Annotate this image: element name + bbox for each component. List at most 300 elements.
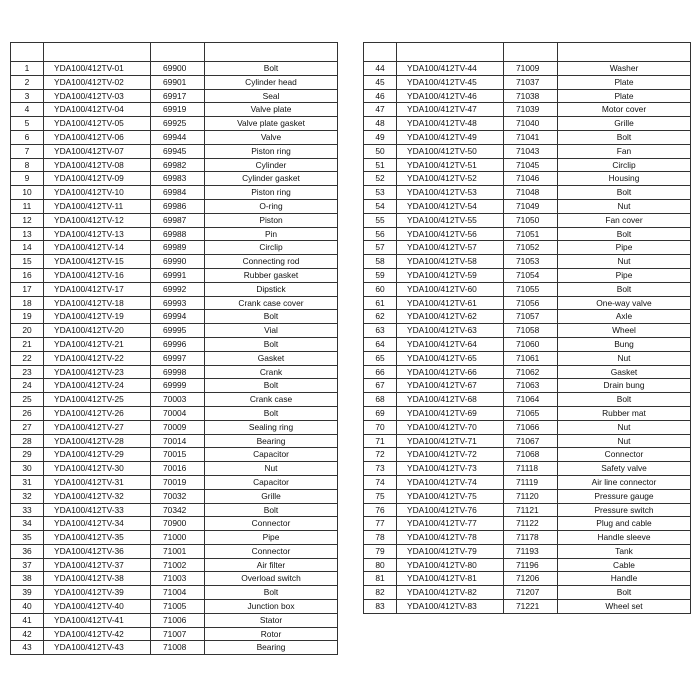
- part-code: 71118: [504, 462, 558, 476]
- part-code: 71178: [504, 531, 558, 545]
- model-number: YDA100/412TV-65: [397, 351, 504, 365]
- model-number: YDA100/412TV-71: [397, 434, 504, 448]
- part-name: Axle: [558, 310, 691, 324]
- item-number: 19: [11, 310, 44, 324]
- part-code: 69900: [151, 62, 205, 76]
- part-code: 70032: [151, 489, 205, 503]
- model-number: YDA100/412TV-57: [397, 241, 504, 255]
- model-number: YDA100/412TV-48: [397, 117, 504, 131]
- item-number: 38: [11, 572, 44, 586]
- part-code: 71057: [504, 310, 558, 324]
- table-row: [11, 641, 338, 655]
- model-number: YDA100/412TV-36: [44, 544, 151, 558]
- part-name: Gasket: [558, 365, 691, 379]
- part-name: Bung: [558, 337, 691, 351]
- part-code: 69919: [151, 103, 205, 117]
- item-number: 41: [11, 613, 44, 627]
- part-code: 71066: [504, 420, 558, 434]
- model-number: YDA100/412TV-46: [397, 89, 504, 103]
- table-row: [11, 462, 338, 476]
- table-row: [11, 213, 338, 227]
- table-row: [11, 393, 338, 407]
- item-number: 12: [11, 213, 44, 227]
- part-code: 69987: [151, 213, 205, 227]
- part-name: Valve plate gasket: [205, 117, 338, 131]
- part-name: Pressure gauge: [558, 489, 691, 503]
- item-number: 33: [11, 503, 44, 517]
- table-row: [364, 268, 691, 282]
- part-code: 70014: [151, 434, 205, 448]
- part-name: Bolt: [205, 310, 338, 324]
- item-number: 37: [11, 558, 44, 572]
- part-code: 69988: [151, 227, 205, 241]
- part-name: Circlip: [205, 241, 338, 255]
- item-number: 42: [11, 627, 44, 641]
- part-code: 71007: [151, 627, 205, 641]
- model-number: YDA100/412TV-01: [44, 62, 151, 76]
- item-number: 43: [11, 641, 44, 655]
- table-row: [364, 282, 691, 296]
- model-number: YDA100/412TV-04: [44, 103, 151, 117]
- table-row: [364, 572, 691, 586]
- model-number: YDA100/412TV-17: [44, 282, 151, 296]
- table-row: [364, 475, 691, 489]
- item-number: 77: [364, 517, 397, 531]
- model-number: YDA100/412TV-31: [44, 475, 151, 489]
- part-code: 71068: [504, 448, 558, 462]
- model-number: YDA100/412TV-06: [44, 130, 151, 144]
- part-name: Tank: [558, 544, 691, 558]
- part-code: 69989: [151, 241, 205, 255]
- part-name: Crank case: [205, 393, 338, 407]
- table-row: [11, 62, 338, 76]
- model-number: YDA100/412TV-20: [44, 324, 151, 338]
- part-code: 70004: [151, 406, 205, 420]
- part-code: 71193: [504, 544, 558, 558]
- item-number: 80: [364, 558, 397, 572]
- part-name: Pipe: [558, 268, 691, 282]
- part-name: Connector: [205, 544, 338, 558]
- part-code: 69901: [151, 75, 205, 89]
- part-code: 69997: [151, 351, 205, 365]
- part-name: Circlip: [558, 158, 691, 172]
- part-name: Cable: [558, 558, 691, 572]
- part-name: Grille: [558, 117, 691, 131]
- part-code: 69999: [151, 379, 205, 393]
- part-name: Overload switch: [205, 572, 338, 586]
- item-number: 52: [364, 172, 397, 186]
- item-number: 63: [364, 324, 397, 338]
- item-number: 27: [11, 420, 44, 434]
- part-name: Connecting rod: [205, 255, 338, 269]
- part-name: Bolt: [205, 379, 338, 393]
- table-row: [364, 462, 691, 476]
- item-number: 34: [11, 517, 44, 531]
- item-number: 76: [364, 503, 397, 517]
- part-code: 71122: [504, 517, 558, 531]
- part-name: Rubber gasket: [205, 268, 338, 282]
- table-row: [364, 434, 691, 448]
- table-row: [364, 489, 691, 503]
- model-number: YDA100/412TV-19: [44, 310, 151, 324]
- item-number: 56: [364, 227, 397, 241]
- model-number: YDA100/412TV-78: [397, 531, 504, 545]
- part-code: 69995: [151, 324, 205, 338]
- model-number: YDA100/412TV-58: [397, 255, 504, 269]
- part-code: 69984: [151, 186, 205, 200]
- parts-table-left: [10, 42, 338, 655]
- part-name: Sealing ring: [205, 420, 338, 434]
- part-code: 71196: [504, 558, 558, 572]
- header-cell: [11, 43, 44, 62]
- part-name: Cylinder: [205, 158, 338, 172]
- item-number: 74: [364, 475, 397, 489]
- item-number: 5: [11, 117, 44, 131]
- part-code: 71062: [504, 365, 558, 379]
- part-code: 69993: [151, 296, 205, 310]
- model-number: YDA100/412TV-32: [44, 489, 151, 503]
- model-number: YDA100/412TV-77: [397, 517, 504, 531]
- part-name: Bolt: [558, 130, 691, 144]
- model-number: YDA100/412TV-29: [44, 448, 151, 462]
- model-number: YDA100/412TV-05: [44, 117, 151, 131]
- table-row: [11, 572, 338, 586]
- part-code: 69917: [151, 89, 205, 103]
- part-name: Bearing: [205, 641, 338, 655]
- table-row: [11, 351, 338, 365]
- model-number: YDA100/412TV-22: [44, 351, 151, 365]
- part-name: Bolt: [205, 406, 338, 420]
- item-number: 2: [11, 75, 44, 89]
- model-number: YDA100/412TV-44: [397, 62, 504, 76]
- part-name: Wheel set: [558, 600, 691, 614]
- table-row: [364, 186, 691, 200]
- table-row: [364, 324, 691, 338]
- part-code: 71005: [151, 600, 205, 614]
- part-code: 71064: [504, 393, 558, 407]
- part-name: Pipe: [205, 531, 338, 545]
- part-code: 71043: [504, 144, 558, 158]
- part-name: Pipe: [558, 241, 691, 255]
- model-number: YDA100/412TV-53: [397, 186, 504, 200]
- part-name: Valve: [205, 130, 338, 144]
- item-number: 28: [11, 434, 44, 448]
- table-row: [364, 144, 691, 158]
- part-code: 71049: [504, 199, 558, 213]
- item-number: 46: [364, 89, 397, 103]
- item-number: 6: [11, 130, 44, 144]
- model-number: YDA100/412TV-10: [44, 186, 151, 200]
- table-row: [11, 544, 338, 558]
- part-code: 71006: [151, 613, 205, 627]
- table-row: [11, 586, 338, 600]
- table-row: [11, 89, 338, 103]
- part-code: 70009: [151, 420, 205, 434]
- part-code: 71045: [504, 158, 558, 172]
- table-row: [11, 227, 338, 241]
- part-name: Air filter: [205, 558, 338, 572]
- part-code: 69994: [151, 310, 205, 324]
- part-name: Nut: [558, 420, 691, 434]
- item-number: 60: [364, 282, 397, 296]
- item-number: 48: [364, 117, 397, 131]
- header-cell: [205, 43, 338, 62]
- part-code: 69992: [151, 282, 205, 296]
- part-code: 70342: [151, 503, 205, 517]
- part-code: 70003: [151, 393, 205, 407]
- part-code: 71065: [504, 406, 558, 420]
- part-code: 71051: [504, 227, 558, 241]
- item-number: 47: [364, 103, 397, 117]
- item-number: 17: [11, 282, 44, 296]
- table-row: [364, 227, 691, 241]
- model-number: YDA100/412TV-26: [44, 406, 151, 420]
- table-row: [11, 199, 338, 213]
- item-number: 24: [11, 379, 44, 393]
- item-number: 64: [364, 337, 397, 351]
- part-code: 71041: [504, 130, 558, 144]
- model-number: YDA100/412TV-52: [397, 172, 504, 186]
- table-row: [11, 144, 338, 158]
- item-number: 72: [364, 448, 397, 462]
- part-name: Crank case cover: [205, 296, 338, 310]
- model-number: YDA100/412TV-39: [44, 586, 151, 600]
- part-name: One-way valve: [558, 296, 691, 310]
- part-name: Bearing: [205, 434, 338, 448]
- table-row: [11, 434, 338, 448]
- model-number: YDA100/412TV-69: [397, 406, 504, 420]
- part-name: Plate: [558, 75, 691, 89]
- table-row: [11, 406, 338, 420]
- item-number: 71: [364, 434, 397, 448]
- part-name: Grille: [205, 489, 338, 503]
- part-code: 71053: [504, 255, 558, 269]
- item-number: 62: [364, 310, 397, 324]
- model-number: YDA100/412TV-27: [44, 420, 151, 434]
- part-code: 71003: [151, 572, 205, 586]
- item-number: 14: [11, 241, 44, 255]
- item-number: 69: [364, 406, 397, 420]
- part-code: 71052: [504, 241, 558, 255]
- part-name: Capacitor: [205, 448, 338, 462]
- table-header-row: [11, 43, 338, 62]
- item-number: 23: [11, 365, 44, 379]
- table-row: [364, 337, 691, 351]
- item-number: 73: [364, 462, 397, 476]
- model-number: YDA100/412TV-40: [44, 600, 151, 614]
- table-row: [364, 448, 691, 462]
- table-row: [364, 379, 691, 393]
- table-row: [364, 531, 691, 545]
- part-name: Plate: [558, 89, 691, 103]
- part-name: Piston ring: [205, 144, 338, 158]
- table-row: [11, 282, 338, 296]
- table-row: [364, 62, 691, 76]
- part-name: Bolt: [205, 337, 338, 351]
- part-code: 71221: [504, 600, 558, 614]
- part-code: 71060: [504, 337, 558, 351]
- item-number: 68: [364, 393, 397, 407]
- part-code: 71121: [504, 503, 558, 517]
- table-row: [11, 503, 338, 517]
- part-code: 71040: [504, 117, 558, 131]
- model-number: YDA100/412TV-76: [397, 503, 504, 517]
- model-number: YDA100/412TV-63: [397, 324, 504, 338]
- item-number: 20: [11, 324, 44, 338]
- part-code: 71061: [504, 351, 558, 365]
- part-name: Bolt: [205, 586, 338, 600]
- part-code: 69998: [151, 365, 205, 379]
- item-number: 49: [364, 130, 397, 144]
- item-number: 81: [364, 572, 397, 586]
- model-number: YDA100/412TV-83: [397, 600, 504, 614]
- model-number: YDA100/412TV-13: [44, 227, 151, 241]
- model-number: YDA100/412TV-43: [44, 641, 151, 655]
- part-code: 71119: [504, 475, 558, 489]
- part-name: Washer: [558, 62, 691, 76]
- part-name: Vial: [205, 324, 338, 338]
- table-row: [364, 117, 691, 131]
- parts-table-right-body: [364, 43, 691, 614]
- item-number: 57: [364, 241, 397, 255]
- model-number: YDA100/412TV-14: [44, 241, 151, 255]
- item-number: 50: [364, 144, 397, 158]
- part-name: Motor cover: [558, 103, 691, 117]
- table-row: [364, 544, 691, 558]
- table-row: [11, 379, 338, 393]
- item-number: 30: [11, 462, 44, 476]
- item-number: 75: [364, 489, 397, 503]
- item-number: 36: [11, 544, 44, 558]
- table-row: [364, 393, 691, 407]
- model-number: YDA100/412TV-54: [397, 199, 504, 213]
- table-row: [11, 268, 338, 282]
- part-name: Connector: [205, 517, 338, 531]
- model-number: YDA100/412TV-41: [44, 613, 151, 627]
- table-row: [11, 75, 338, 89]
- item-number: 11: [11, 199, 44, 213]
- table-row: [11, 448, 338, 462]
- part-name: Crank: [205, 365, 338, 379]
- item-number: 66: [364, 365, 397, 379]
- part-code: 71055: [504, 282, 558, 296]
- model-number: YDA100/412TV-30: [44, 462, 151, 476]
- part-code: 69996: [151, 337, 205, 351]
- part-name: Capacitor: [205, 475, 338, 489]
- table-row: [364, 558, 691, 572]
- table-row: [364, 365, 691, 379]
- part-name: Drain bung: [558, 379, 691, 393]
- header-cell: [504, 43, 558, 62]
- item-number: 65: [364, 351, 397, 365]
- part-name: Housing: [558, 172, 691, 186]
- model-number: YDA100/412TV-51: [397, 158, 504, 172]
- model-number: YDA100/412TV-61: [397, 296, 504, 310]
- table-header-row: [364, 43, 691, 62]
- item-number: 16: [11, 268, 44, 282]
- part-code: 70900: [151, 517, 205, 531]
- part-code: 69991: [151, 268, 205, 282]
- part-code: 71008: [151, 641, 205, 655]
- model-number: YDA100/412TV-47: [397, 103, 504, 117]
- table-row: [11, 337, 338, 351]
- item-number: 53: [364, 186, 397, 200]
- part-name: Bolt: [558, 393, 691, 407]
- part-code: 70015: [151, 448, 205, 462]
- part-code: 69982: [151, 158, 205, 172]
- model-number: YDA100/412TV-68: [397, 393, 504, 407]
- table-row: [364, 351, 691, 365]
- model-number: YDA100/412TV-02: [44, 75, 151, 89]
- model-number: YDA100/412TV-33: [44, 503, 151, 517]
- item-number: 3: [11, 89, 44, 103]
- model-number: YDA100/412TV-70: [397, 420, 504, 434]
- part-name: Pressure switch: [558, 503, 691, 517]
- part-name: Dipstick: [205, 282, 338, 296]
- part-code: 71054: [504, 268, 558, 282]
- item-number: 58: [364, 255, 397, 269]
- model-number: YDA100/412TV-59: [397, 268, 504, 282]
- table-row: [364, 255, 691, 269]
- header-cell: [397, 43, 504, 62]
- table-row: [364, 89, 691, 103]
- header-cell: [44, 43, 151, 62]
- header-cell: [151, 43, 205, 62]
- model-number: YDA100/412TV-67: [397, 379, 504, 393]
- table-row: [11, 117, 338, 131]
- table-row: [364, 586, 691, 600]
- model-number: YDA100/412TV-16: [44, 268, 151, 282]
- part-code: 69925: [151, 117, 205, 131]
- part-name: Piston: [205, 213, 338, 227]
- table-row: [364, 503, 691, 517]
- item-number: 31: [11, 475, 44, 489]
- item-number: 78: [364, 531, 397, 545]
- model-number: YDA100/412TV-21: [44, 337, 151, 351]
- part-name: Bolt: [558, 586, 691, 600]
- part-code: 70019: [151, 475, 205, 489]
- table-row: [11, 296, 338, 310]
- model-number: YDA100/412TV-50: [397, 144, 504, 158]
- part-name: Bolt: [558, 186, 691, 200]
- part-name: Cylinder gasket: [205, 172, 338, 186]
- model-number: YDA100/412TV-55: [397, 213, 504, 227]
- part-code: 71004: [151, 586, 205, 600]
- table-row: [11, 158, 338, 172]
- item-number: 18: [11, 296, 44, 310]
- part-code: 69990: [151, 255, 205, 269]
- part-code: 71050: [504, 213, 558, 227]
- table-row: [11, 475, 338, 489]
- part-name: Fan: [558, 144, 691, 158]
- table-row: [364, 296, 691, 310]
- part-code: 71037: [504, 75, 558, 89]
- item-number: 61: [364, 296, 397, 310]
- table-row: [11, 365, 338, 379]
- model-number: YDA100/412TV-15: [44, 255, 151, 269]
- part-name: Air line connector: [558, 475, 691, 489]
- item-number: 51: [364, 158, 397, 172]
- model-number: YDA100/412TV-03: [44, 89, 151, 103]
- model-number: YDA100/412TV-28: [44, 434, 151, 448]
- part-code: 69986: [151, 199, 205, 213]
- model-number: YDA100/412TV-72: [397, 448, 504, 462]
- model-number: YDA100/412TV-60: [397, 282, 504, 296]
- part-name: Wheel: [558, 324, 691, 338]
- item-number: 7: [11, 144, 44, 158]
- model-number: YDA100/412TV-11: [44, 199, 151, 213]
- part-name: Seal: [205, 89, 338, 103]
